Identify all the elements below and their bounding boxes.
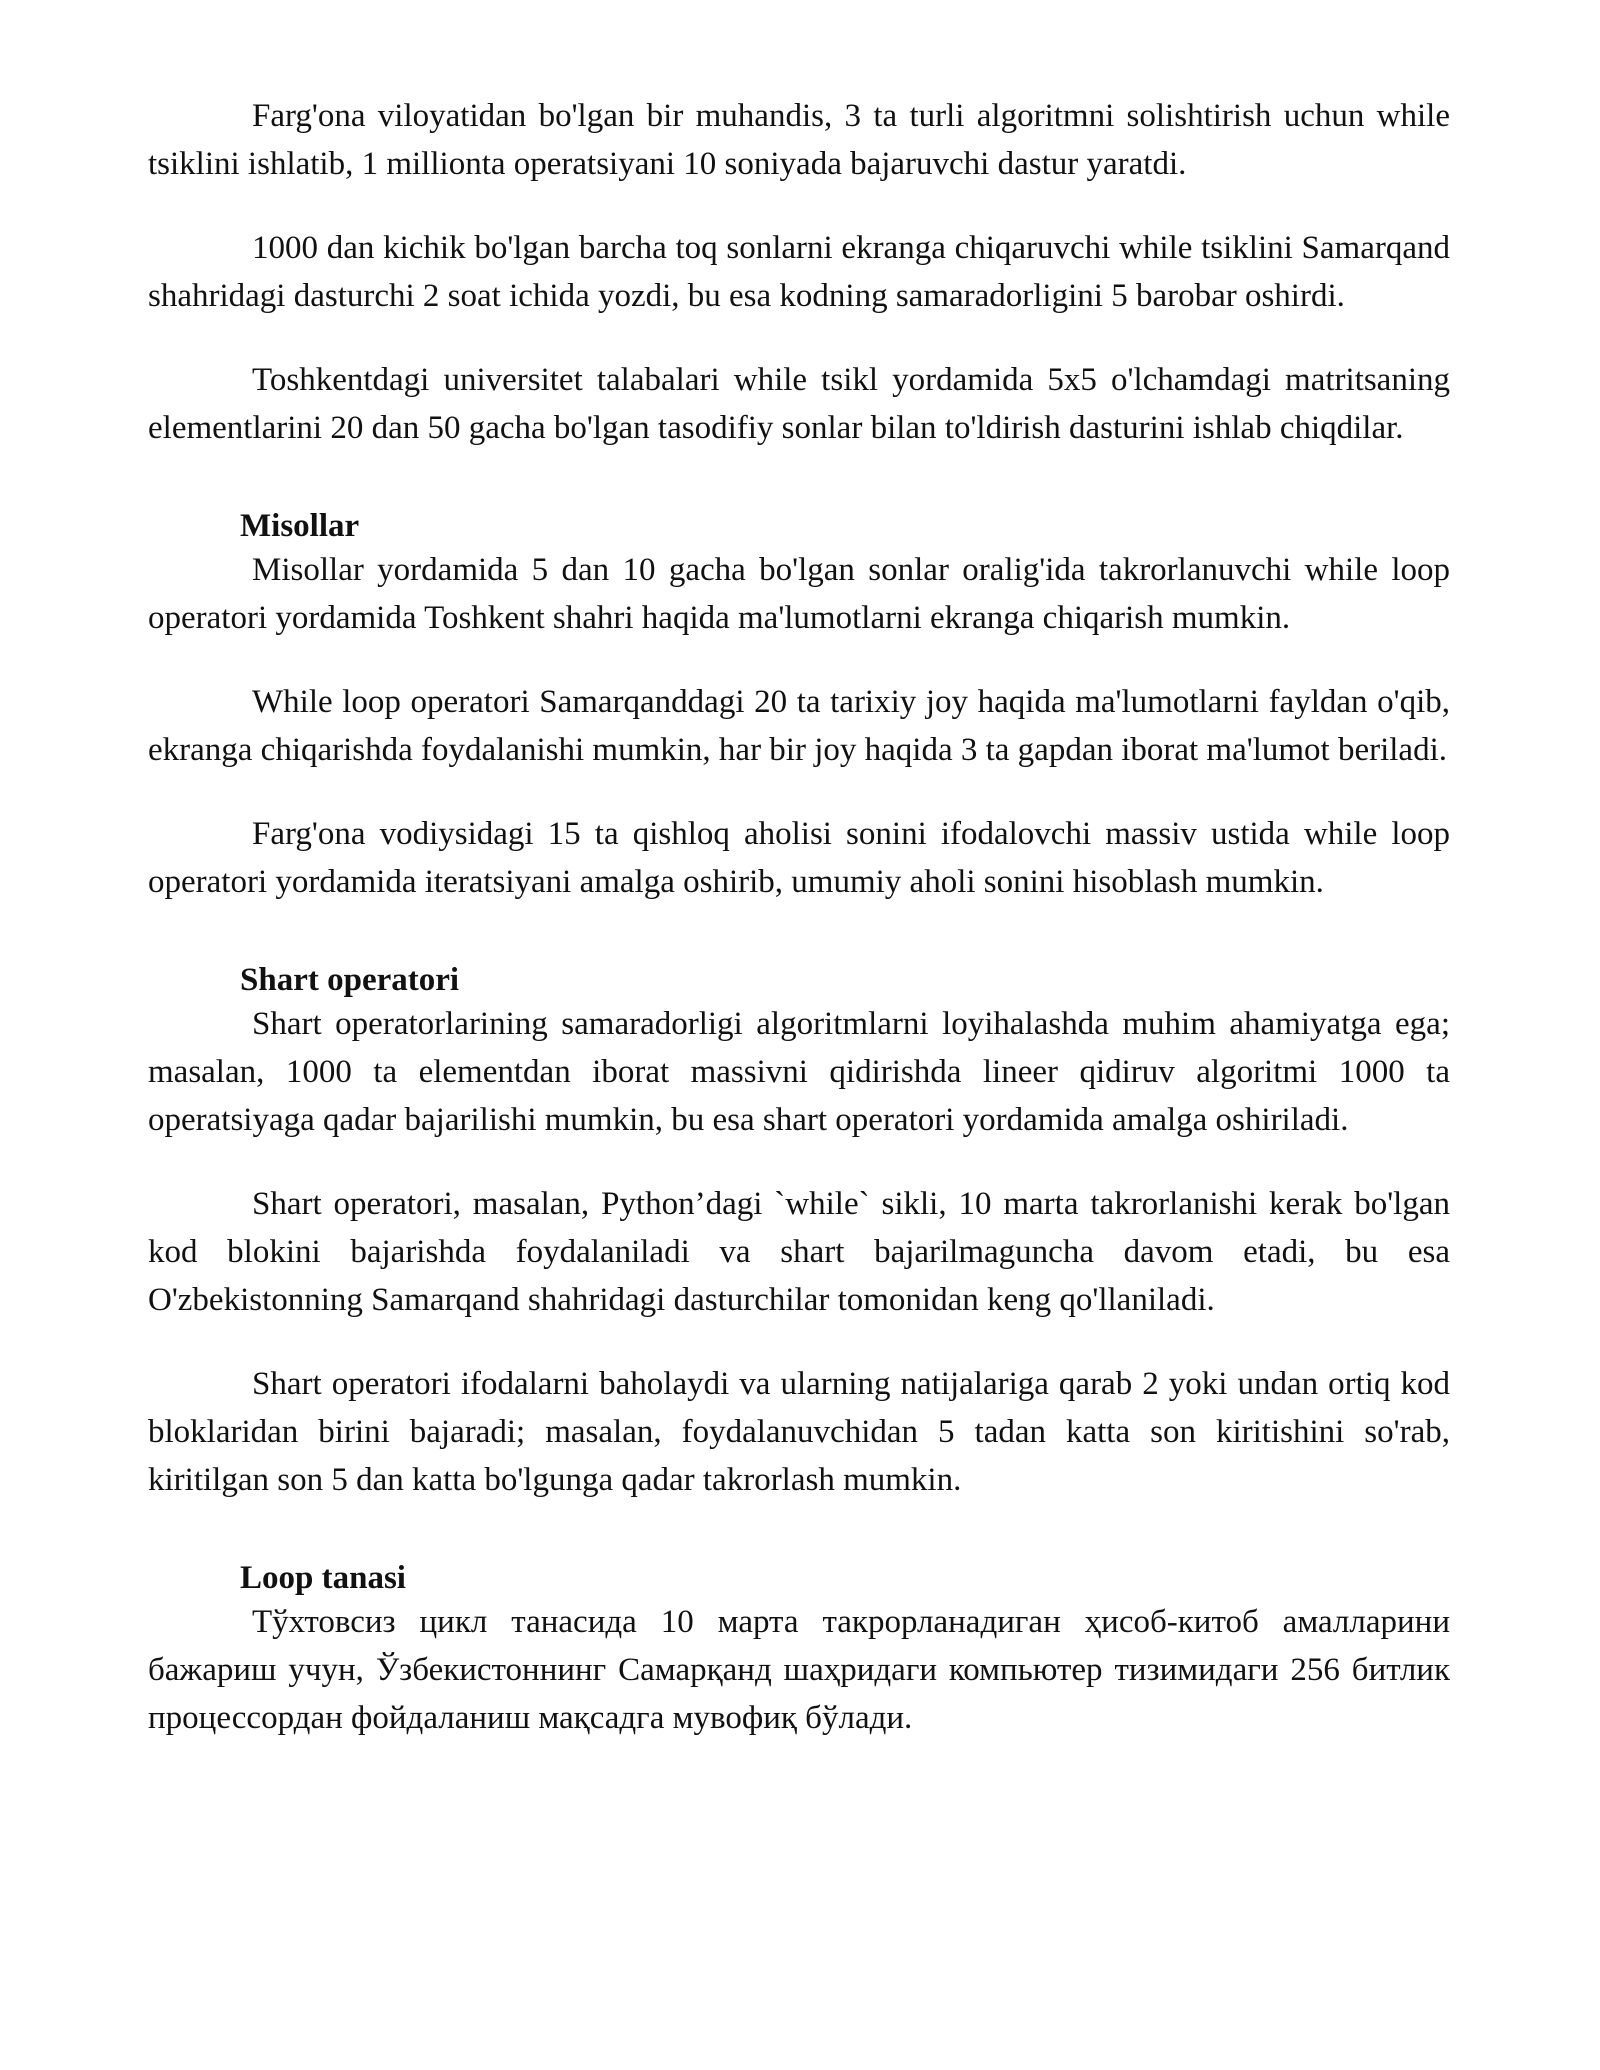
paragraph: Farg'ona viloyatidan bo'lgan bir muhandis, 3 ta turli algoritmni solishtirish uchun while tsiklini ishlatib, 1 millionta operatsiyani 10 soniyada bajaruvchi dastur yaratdi. — [148, 98, 1450, 182]
paragraph: Shart operatori, masalan, Python’dagi `while` sikli, 10 marta takrorlanishi kerak bo'lgan kod blokini bajarishda foydalaniladi va shart bajarilmaguncha davom etadi, bu esa O'zbekistonning Samarqand shahridagi dasturchilar tomonidan keng qo'llaniladi. — [148, 1186, 1450, 1318]
paragraph: Shart operatorlarining samaradorligi algoritmlarni loyihalashda muhim ahamiyatga ega; masalan, 1000 ta elementdan iborat massivni qidirishda lineer qidiruv algoritmi 1000 ta operatsiyaga qadar bajarilishi mumkin, bu esa shart operatori yordamida amalga oshiriladi. — [148, 1006, 1450, 1138]
section-heading-misollar: Misollar — [240, 508, 360, 544]
paragraph: Toshkentdagi universitet talabalari while tsikl yordamida 5x5 o'lchamdagi matritsaning elementlarini 20 dan 50 gacha bo'lgan tasodifiy sonlar bilan to'ldirish dasturini ishlab chiqdilar. — [148, 362, 1450, 446]
document-page — [148, 92, 1450, 1742]
paragraph: Farg'ona vodiysidagi 15 ta qishloq aholisi sonini ifodalovchi massiv ustida while loop operatori yordamida iteratsiyani amalga oshirib, umumiy aholi sonini hisoblash mumkin. — [148, 816, 1450, 900]
paragraph: While loop operatori Samarqanddagi 20 ta tarixiy joy haqida ma'lumotlarni fayldan o'qib, ekranga chiqarishda foydalanishi mumkin, har bir joy haqida 3 ta gapdan iborat ma'lumot beriladi. — [148, 684, 1450, 768]
paragraph: 1000 dan kichik bo'lgan barcha toq sonlarni ekranga chiqaruvchi while tsiklini Samarqand shahridagi dasturchi 2 soat ichida yozdi, bu esa kodning samaradorligini 5 barobar oshirdi. — [148, 230, 1450, 314]
section-heading-shart-operatori: Shart operatori — [240, 962, 460, 998]
paragraph: Misollar yordamida 5 dan 10 gacha bo'lgan sonlar oralig'ida takrorlanuvchi while loop operatori yordamida Toshkent shahri haqida ma'lumotlarni ekranga chiqarish mumkin. — [148, 552, 1450, 636]
section-heading-loop-tanasi: Loop tanasi — [240, 1560, 406, 1596]
paragraph: Тўхтовсиз цикл танасида 10 марта такрорланадиган ҳисоб-китоб амалларини бажариш учун, Ўзбекистоннинг Самарқанд шаҳридаги компьютер тизимидаги 256 битлик процессордан фойдаланиш мақсадга мувофиқ бўлади. — [148, 1604, 1450, 1736]
paragraph: Shart operatori ifodalarni baholaydi va ularning natijalariga qarab 2 yoki undan ortiq kod bloklaridan birini bajaradi; masalan, foydalanuvchidan 5 tadan katta son kiritishini so'rab, kiritilgan son 5 dan katta bo'lgunga qadar takrorlash mumkin. — [148, 1366, 1450, 1498]
